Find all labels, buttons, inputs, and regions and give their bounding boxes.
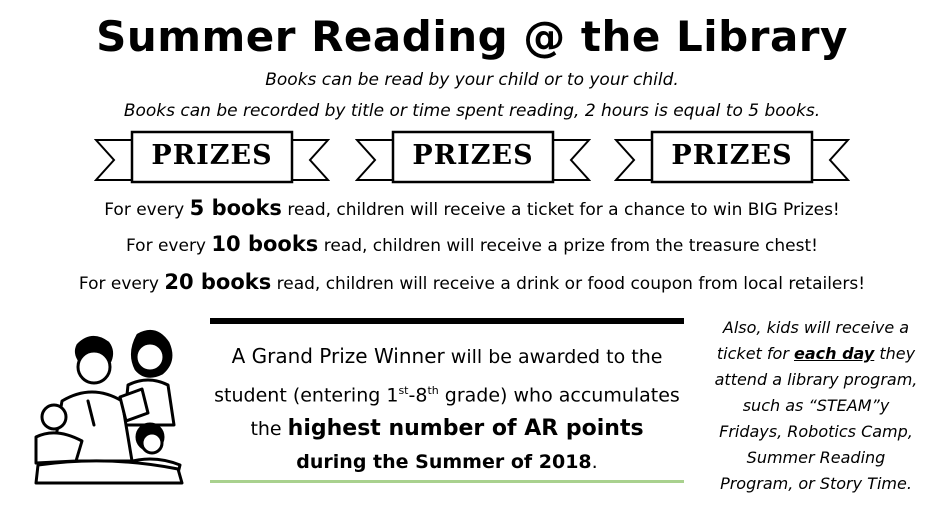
subtitle-record: Books can be recorded by title or time spent reading, 2 hours is equal to 5 books.: [123, 101, 821, 121]
subtitle-read: Books can be read by your child or to your child.: [265, 70, 679, 90]
prizes-banner-2: [355, 128, 591, 192]
divider-top: [210, 318, 684, 324]
side-note: Also, kids will receive a ticket for each day they attend a library program, such as “STEAM”y Fridays, Robotics Camp, Summer Reading Program, or Story Time.: [714, 318, 918, 493]
prizes-banner-3: [614, 128, 850, 192]
rule-20-books: For every 20 books read, children will receive a drink or food coupon from local retailers!: [78, 270, 866, 294]
divider-bottom: [210, 480, 684, 483]
banner-label: PRIZES: [671, 140, 793, 171]
grand-prize-text: A Grand Prize Winner will be awarded to the student (entering 1st-8th grade) who accumulates the highest number of AR points during the Summer of 2018.: [214, 344, 680, 474]
rule-10-books: For every 10 books read, children will receive a prize from the treasure chest!: [126, 232, 818, 256]
banner-label: PRIZES: [151, 140, 273, 171]
prizes-banner-1: [94, 128, 330, 192]
banner-label: PRIZES: [412, 140, 534, 171]
family-reading-icon: [28, 315, 188, 485]
rule-5-books: For every 5 books read, children will receive a ticket for a chance to win BIG Prizes!: [104, 196, 840, 220]
page-title: Summer Reading @ the Library: [96, 12, 848, 61]
